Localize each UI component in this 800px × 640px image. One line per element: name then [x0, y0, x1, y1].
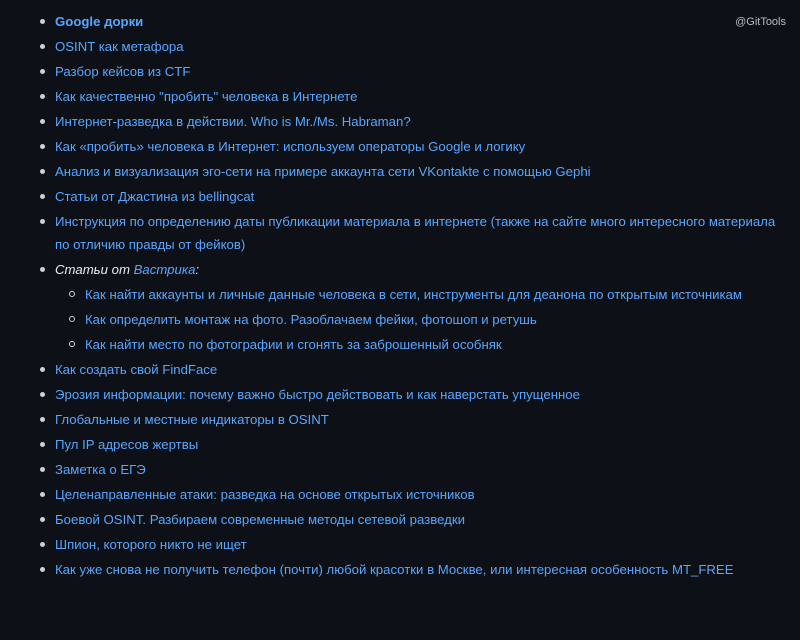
article-link[interactable]: OSINT как метафора: [55, 39, 184, 54]
list-item: [55, 433, 790, 456]
list-item: [55, 10, 790, 33]
article-link[interactable]: Интернет-разведка в действии. Who is Mr./Ms. Habraman?: [55, 114, 411, 129]
article-link[interactable]: Как найти место по фотографии и сгонять за заброшенный особняк: [85, 337, 502, 352]
article-link[interactable]: Как найти аккаунты и личные данные человека в сети, инструменты для деанона по открытым источникам: [85, 287, 742, 302]
article-link[interactable]: Как определить монтаж на фото. Разоблачаем фейки, фотошоп и ретушь: [85, 312, 537, 327]
list-item: [55, 533, 790, 556]
list-item: [55, 60, 790, 83]
list-item: [55, 185, 790, 208]
list-item: [55, 408, 790, 431]
vastrik-author-link[interactable]: Вастрика: [133, 262, 196, 277]
list-item: [55, 210, 790, 256]
vastrik-sublist: [55, 283, 790, 356]
list-item: [55, 85, 790, 108]
article-link[interactable]: Статьи от Джастина из bellingcat: [55, 189, 255, 204]
list-item: [55, 35, 790, 58]
article-link[interactable]: Как качественно "пробить" человека в Интернете: [55, 89, 358, 104]
list-item: [55, 483, 790, 506]
link-google-dorks[interactable]: Google дорки: [55, 14, 144, 29]
article-link[interactable]: Анализ и визуализация эго-сети на примере аккаунта сети VKontakte с помощью Gephi: [55, 164, 591, 179]
article-list: [36, 10, 790, 583]
list-item-vastrik: [55, 258, 790, 356]
article-link[interactable]: Как создать свой FindFace: [55, 362, 218, 377]
vastrik-suffix: :: [195, 262, 200, 277]
article-link[interactable]: Как «пробить» человека в Интернет: используем операторы Google и логику: [55, 139, 526, 154]
article-link[interactable]: Шпион, которого никто не ищет: [55, 537, 247, 552]
list-item: [55, 110, 790, 133]
article-link[interactable]: Боевой OSINT. Разбираем современные методы сетевой разведки: [55, 512, 465, 527]
list-item: [55, 383, 790, 406]
sub-list-item: [85, 333, 790, 356]
sub-list-item: [85, 283, 790, 306]
watermark: @GitTools: [735, 16, 786, 28]
article-link[interactable]: Целенаправленные атаки: разведка на основе открытых источников: [55, 487, 475, 502]
article-link[interactable]: Глобальные и местные индикаторы в OSINT: [55, 412, 329, 427]
article-link[interactable]: Пул IP адресов жертвы: [55, 437, 199, 452]
list-item: [55, 558, 790, 581]
article-link[interactable]: Эрозия информации: почему важно быстро действовать и как наверстать упущенное: [55, 387, 580, 402]
vastrik-prefix: Статьи от: [55, 262, 134, 277]
list-item: [55, 508, 790, 531]
list-item: [55, 160, 790, 183]
article-link[interactable]: Как уже снова не получить телефон (почти) любой красотки в Москве, или интересная особенность MT_FREE: [55, 562, 734, 577]
list-item: [55, 135, 790, 158]
list-item: [55, 358, 790, 381]
article-link[interactable]: Заметка о ЕГЭ: [55, 462, 146, 477]
list-item: [55, 458, 790, 481]
article-link[interactable]: Разбор кейсов из CTF: [55, 64, 191, 79]
sub-list-item: [85, 308, 790, 331]
article-link[interactable]: Инструкция по определению даты публикации материала в интернете (также на сайте много интересного материала по отличию правды от фейков): [55, 214, 776, 252]
